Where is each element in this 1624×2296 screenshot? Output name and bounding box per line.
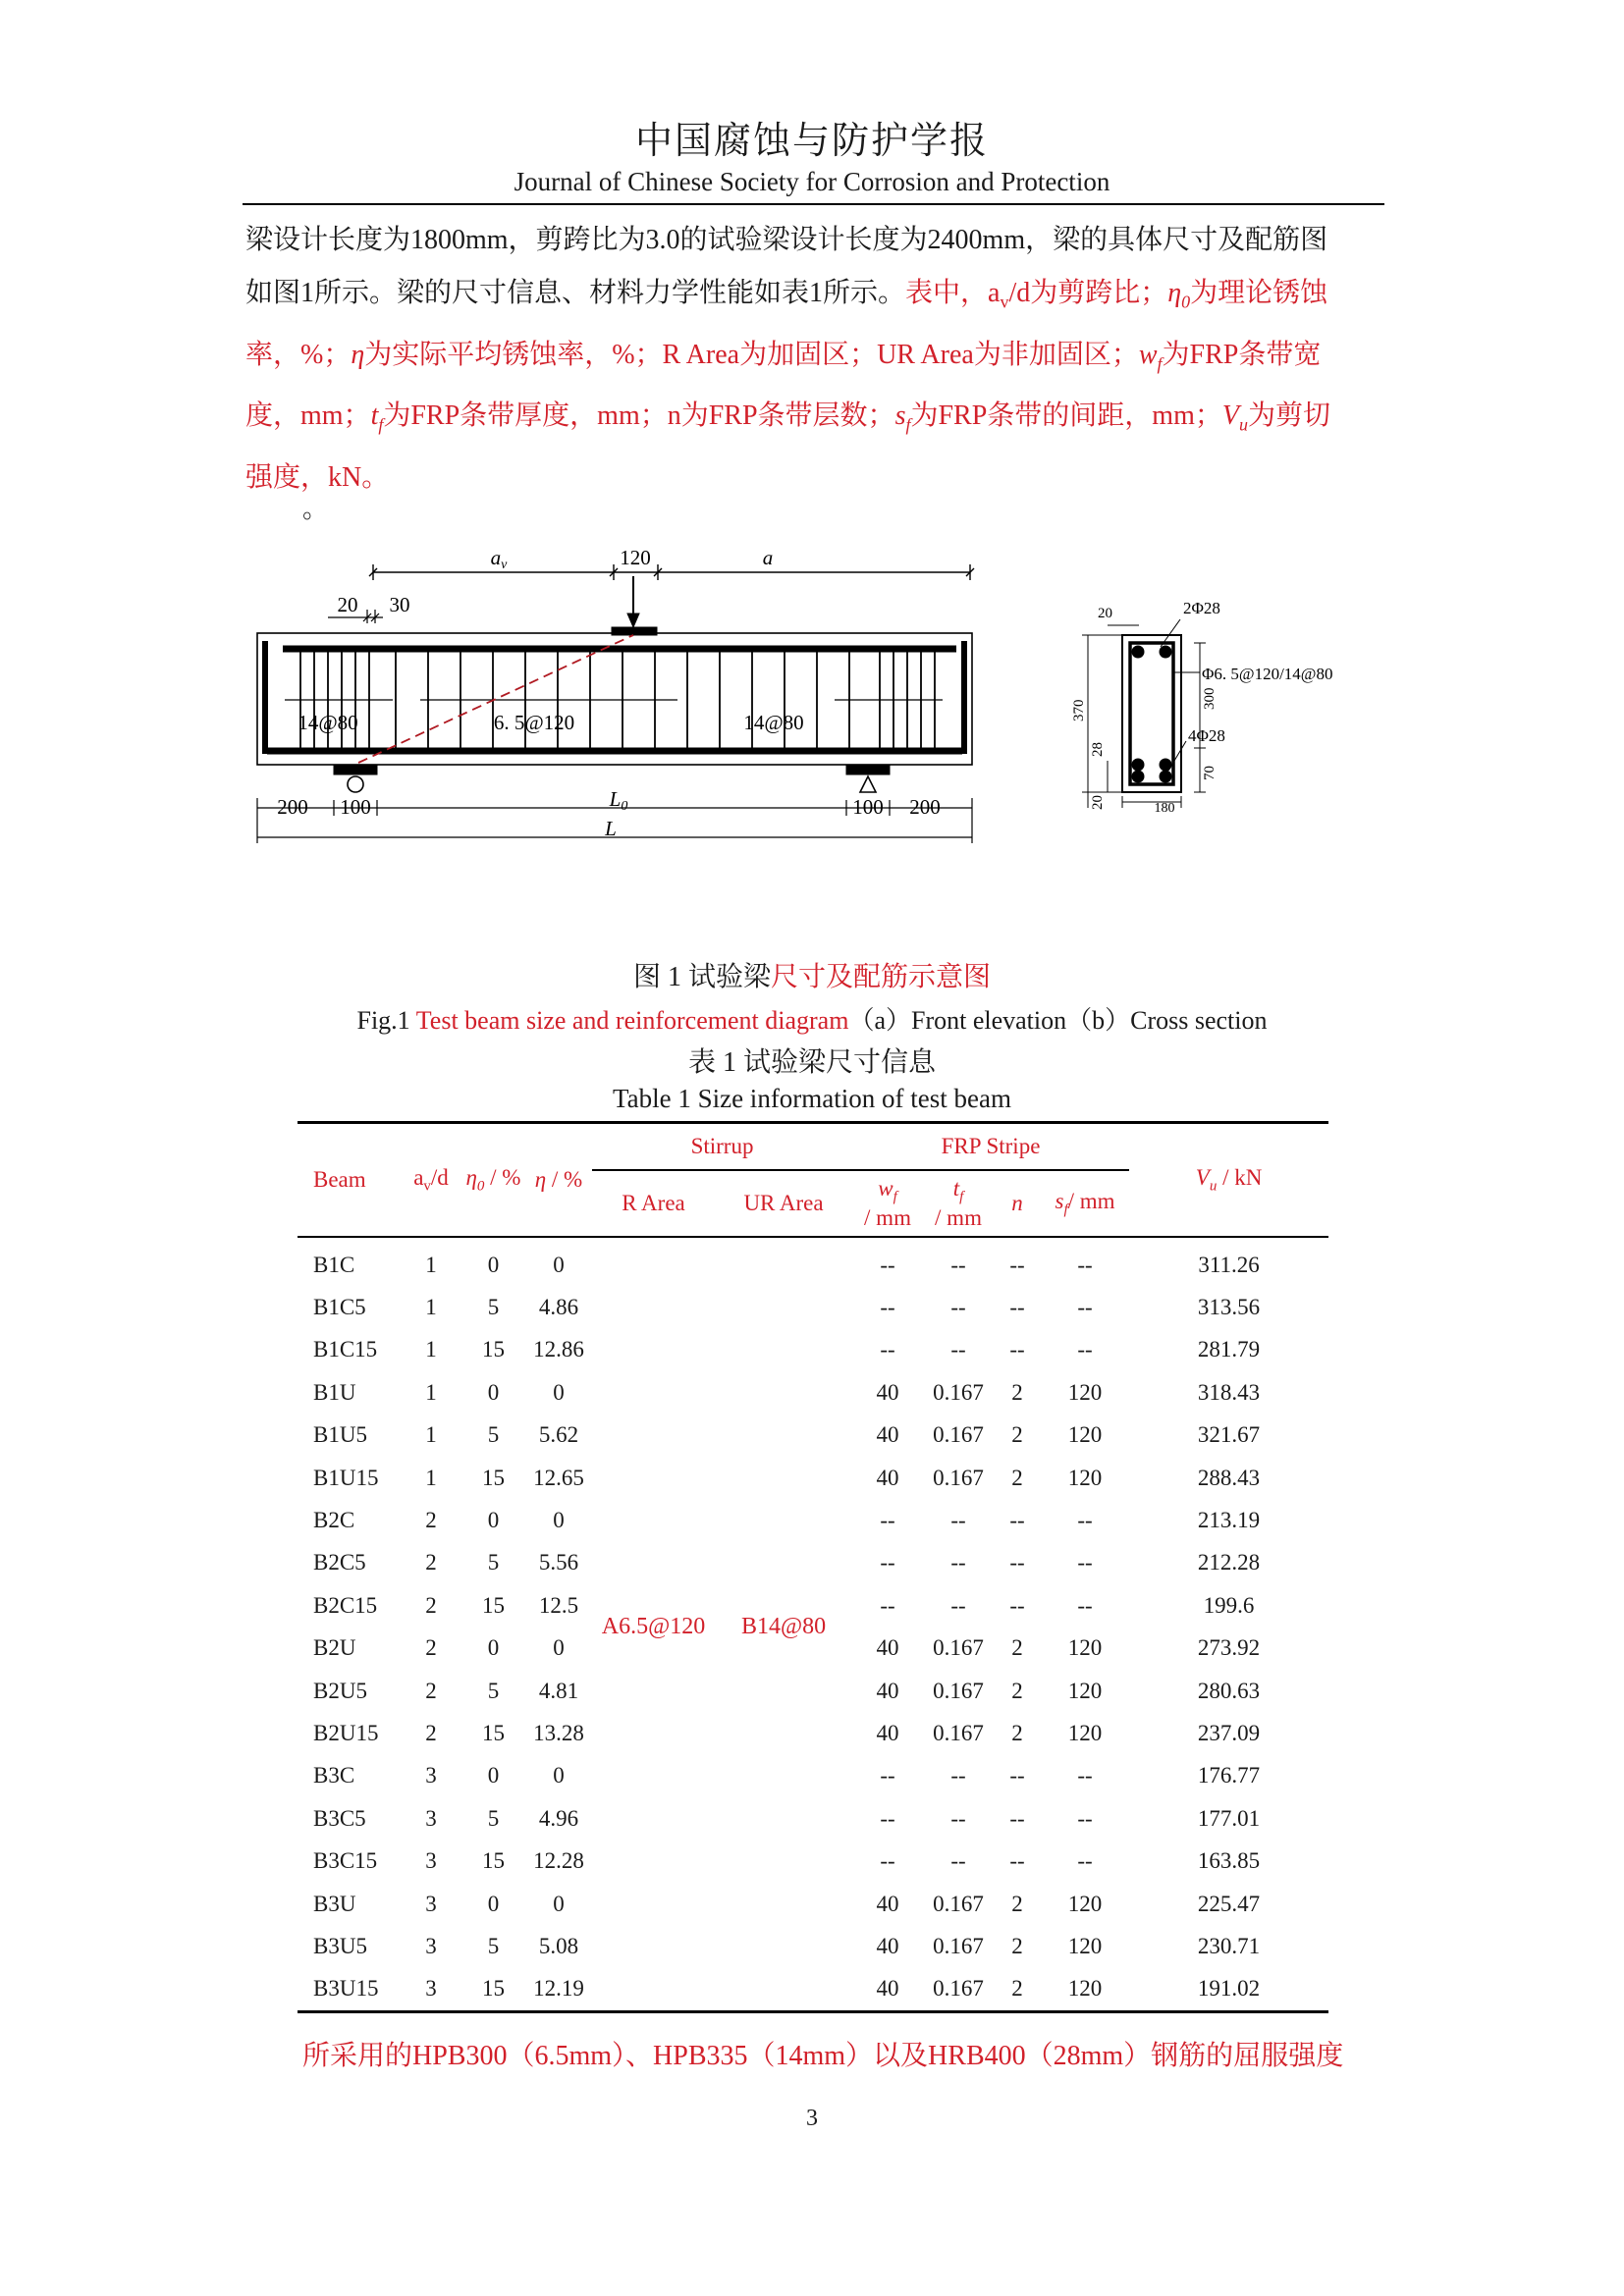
table-cell: -- (880, 1252, 895, 1277)
label-sec-20-top: 20 (1098, 606, 1112, 621)
table-cell: 120 (1067, 1379, 1103, 1405)
table-cell: 288.43 (1197, 1465, 1261, 1490)
col-wf: $w_f$ / mm (864, 1175, 911, 1231)
col-vu: $V_u$ / kN (1195, 1164, 1263, 1195)
table-cell: 40 (876, 1379, 899, 1405)
table-cell: 213.19 (1197, 1508, 1261, 1533)
table-cell: 1 (425, 1252, 437, 1277)
table-cell: 2 (1011, 1720, 1023, 1745)
table-cell: -- (1077, 1550, 1093, 1575)
table-cell: 120 (1067, 1422, 1103, 1448)
table-cell: 40 (876, 1933, 899, 1958)
table-cell: 199.6 (1203, 1592, 1255, 1618)
label-20: 20 (337, 593, 358, 616)
figure-1 (245, 535, 1365, 864)
table-cell: 163.85 (1197, 1848, 1261, 1874)
table-cell: -- (880, 1337, 895, 1362)
table-cell: 1 (425, 1422, 437, 1448)
label-sec-300: 300 (1202, 687, 1218, 710)
table-cell: -- (1009, 1295, 1025, 1320)
table-cell: 40 (876, 1720, 899, 1745)
para-line-4: 度，mm；$t_f$为FRP条带厚度，mm；n为FRP条带层数；$s_f$为FRP条带的间距，mm；$V_u$为剪切 (245, 400, 1330, 435)
table-cell: -- (950, 1337, 966, 1362)
table-cell: -- (950, 1592, 966, 1618)
table-cell: 2 (1011, 1976, 1023, 2002)
label-100-left: 100 (340, 795, 371, 819)
table-cell: 2 (425, 1635, 437, 1661)
table-cell: 0.167 (933, 1635, 984, 1661)
table-cell: 120 (1067, 1933, 1103, 1958)
table-cell: 3 (425, 1848, 437, 1874)
table-cell: B2U15 (313, 1720, 379, 1745)
header-rule (243, 203, 1384, 205)
page-number: 3 (806, 2106, 818, 2131)
table-cell: 12.19 (533, 1976, 584, 2002)
col-tf: $t_f$ / mm (935, 1175, 982, 1231)
label-L: L (605, 817, 617, 840)
figure-caption-cn: 图 1 试验梁尺寸及配筋示意图 (632, 962, 992, 992)
table-cell: B3U (313, 1891, 356, 1916)
label-top-bars: 2Φ28 (1183, 599, 1220, 617)
table-cell: 0 (553, 1252, 565, 1277)
table-cell: -- (1077, 1805, 1093, 1831)
table-cell: 40 (876, 1422, 899, 1448)
table-cell: -- (950, 1295, 966, 1320)
table-cell: -- (1009, 1592, 1025, 1618)
table-cell: 15 (482, 1592, 505, 1618)
table-cell: 0 (553, 1508, 565, 1533)
table-cell: 4.86 (538, 1295, 579, 1320)
table-cell: -- (950, 1550, 966, 1575)
table-cell: 40 (876, 1976, 899, 2002)
table-cell: 40 (876, 1635, 899, 1661)
table-title-en: Table 1 Size information of test beam (613, 1084, 1011, 1113)
table-cell: 2 (1011, 1891, 1023, 1916)
table-cell: 120 (1067, 1465, 1103, 1490)
label-mid-stirrups: 6. 5@120 (493, 711, 575, 734)
table-cell: -- (880, 1763, 895, 1789)
table-cell: -- (1077, 1592, 1093, 1618)
col-ur-area: UR Area (743, 1191, 824, 1215)
table-cell: 2 (1011, 1379, 1023, 1405)
table-cell: B1C5 (313, 1295, 366, 1320)
table-cell: 15 (482, 1976, 505, 2002)
table-cell: 237.09 (1197, 1720, 1261, 1745)
table-cell: 0 (487, 1763, 500, 1789)
label-a: a (762, 546, 774, 569)
table-cell: 5.62 (538, 1422, 579, 1448)
table-cell: -- (1077, 1508, 1093, 1533)
table-cell: 0 (487, 1508, 500, 1533)
col-beam: Beam (313, 1167, 366, 1192)
table-cell: 3 (425, 1805, 437, 1831)
table-cell: -- (950, 1252, 966, 1277)
table-cell: 0 (553, 1635, 565, 1661)
table-cell: 2 (425, 1508, 437, 1533)
cross-section-labels (1071, 599, 1332, 816)
table-cell: 15 (482, 1720, 505, 1745)
cross-section (1082, 619, 1206, 808)
table-cell: 5 (487, 1550, 500, 1575)
table-cell: 0.167 (933, 1678, 984, 1703)
table-cell: 2 (425, 1720, 437, 1745)
stirrup-ur-area: B14@80 (740, 1614, 827, 1640)
label-sec-180: 180 (1154, 801, 1175, 816)
table-cell: 0.167 (933, 1933, 984, 1958)
table-cell: -- (880, 1508, 895, 1533)
table-cell: 5 (487, 1678, 500, 1703)
table-cell: 0.167 (933, 1422, 984, 1448)
figure-caption-en: Fig.1 Test beam size and reinforcement diagram（a）Front elevation（b）Cross section (356, 1006, 1268, 1035)
table-cell: -- (1077, 1295, 1093, 1320)
table-cell: 281.79 (1197, 1337, 1261, 1362)
label-30: 30 (389, 593, 410, 616)
table-cell: 2 (425, 1592, 437, 1618)
table-cell: 4.81 (538, 1678, 579, 1703)
table-cell: 120 (1067, 1720, 1103, 1745)
table-cell: 3 (425, 1763, 437, 1789)
table-cell: -- (1077, 1848, 1093, 1874)
table-cell: B2U (313, 1635, 356, 1661)
table-cell: -- (1009, 1252, 1025, 1277)
table-cell: 4.96 (538, 1805, 579, 1831)
table-cell: B2C (313, 1508, 355, 1533)
table-cell: 40 (876, 1678, 899, 1703)
table-cell: 120 (1067, 1976, 1103, 2002)
table-cell: -- (950, 1805, 966, 1831)
table-cell: 40 (876, 1891, 899, 1916)
table-cell: 0 (553, 1379, 565, 1405)
table-cell: 2 (1011, 1678, 1023, 1703)
col-n: n (1011, 1191, 1023, 1215)
table-cell: 0.167 (933, 1465, 984, 1490)
table-cell: -- (880, 1848, 895, 1874)
table-cell: 0 (553, 1891, 565, 1916)
table-cell: 5.56 (538, 1550, 579, 1575)
table-cell: 0 (487, 1379, 500, 1405)
table-cell: 313.56 (1197, 1295, 1261, 1320)
table-cell: -- (1077, 1763, 1093, 1789)
table-cell: 5 (487, 1933, 500, 1958)
table-cell: -- (950, 1848, 966, 1874)
table-cell: -- (1009, 1848, 1025, 1874)
front-elevation-labels (277, 546, 941, 840)
table-cell: -- (1009, 1550, 1025, 1575)
label-200-left: 200 (277, 795, 308, 819)
table-cell: 212.28 (1197, 1550, 1261, 1575)
table-cell: -- (880, 1805, 895, 1831)
table-cell: B3C15 (313, 1848, 378, 1874)
table-cell: -- (1009, 1805, 1025, 1831)
table-cell: B2C5 (313, 1550, 366, 1575)
table-cell: B1U5 (313, 1422, 367, 1448)
table-cell: 1 (425, 1465, 437, 1490)
table-cell: -- (880, 1295, 895, 1320)
table-cell: -- (1009, 1763, 1025, 1789)
journal-title-cn: 中国腐蚀与防护学报 (634, 121, 989, 162)
table-cell: 0 (487, 1635, 500, 1661)
table-cell: 0 (487, 1252, 500, 1277)
table-cell: 5.08 (538, 1933, 579, 1958)
table-cell: 177.01 (1197, 1805, 1261, 1831)
para-line-2: 如图1所示。梁的尺寸信息、材料力学性能如表1所示。表中，$a_v/d$为剪跨比；$\eta_0$为理论锈蚀 (245, 278, 1328, 312)
table-cell: 15 (482, 1848, 505, 1874)
table-cell: 2 (1011, 1465, 1023, 1490)
table-cell: 5 (487, 1422, 500, 1448)
table-cell: 1 (425, 1379, 437, 1405)
table-cell: 230.71 (1197, 1933, 1261, 1958)
para-line-1: 梁设计长度为1800mm，剪跨比为3.0的试验梁设计长度为2400mm，梁的具体尺寸及配筋图 (245, 225, 1328, 255)
table-cell: -- (880, 1592, 895, 1618)
col-eta0: $\eta_0$ / % (465, 1164, 521, 1195)
label-right-stirrups: 14@80 (743, 711, 804, 734)
stray-mark: 。 (302, 495, 329, 523)
size-table (298, 1121, 1328, 2013)
table-cell: 120 (1067, 1635, 1103, 1661)
label-120: 120 (620, 546, 651, 569)
table-cell: 2 (425, 1678, 437, 1703)
label-av: av (490, 546, 508, 572)
para-line-5: 强度，kN。 (245, 461, 390, 493)
table-cell: 12.65 (533, 1465, 584, 1490)
label-sec-370: 370 (1071, 699, 1087, 721)
table-cell: 280.63 (1197, 1678, 1261, 1703)
table-cell: B3C5 (313, 1805, 366, 1831)
table-cell: B2U5 (313, 1678, 367, 1703)
table-cell: B1U15 (313, 1465, 379, 1490)
table-cell: 225.47 (1197, 1891, 1261, 1916)
body-paragraph (245, 214, 1384, 505)
continuation-text: 所采用的HPB300（6.5mm）、HPB335（14mm）以及HRB400（28mm）钢筋的屈服强度 (302, 2041, 1344, 2071)
label-200-right: 200 (909, 795, 941, 819)
table-cell: -- (950, 1763, 966, 1789)
table-cell: 15 (482, 1465, 505, 1490)
label-bot-bars: 4Φ28 (1188, 726, 1225, 745)
col-group-frp: FRP Stripe (852, 1123, 1129, 1171)
table-cell: 120 (1067, 1678, 1103, 1703)
label-L0: L0 (609, 787, 628, 814)
table-title-cn: 表 1 试验梁尺寸信息 (687, 1047, 936, 1078)
col-sf: $s_f/$ mm (1055, 1188, 1115, 1218)
table-cell: B2C15 (313, 1592, 378, 1618)
stirrup-r-area: A6.5@120 (601, 1614, 706, 1640)
table-cell: 120 (1067, 1891, 1103, 1916)
col-eta: η / % (534, 1167, 583, 1192)
table-cell: B1C15 (313, 1337, 378, 1362)
table-cell: 2 (1011, 1422, 1023, 1448)
label-sec-70: 70 (1202, 766, 1218, 780)
table-cell: 176.77 (1197, 1763, 1261, 1789)
table-cell: B3U5 (313, 1933, 367, 1958)
label-100-right: 100 (852, 795, 884, 819)
table-cell: 12.5 (538, 1592, 579, 1618)
table-cell: -- (1077, 1252, 1093, 1277)
table-cell: 0.167 (933, 1891, 984, 1916)
label-stirrup-spec: Φ6. 5@120/14@80 (1202, 665, 1333, 683)
table-cell: 191.02 (1197, 1976, 1261, 2002)
table-cell: 0.167 (933, 1720, 984, 1745)
table-cell: -- (1009, 1337, 1025, 1362)
col-group-stirrup: Stirrup (592, 1123, 852, 1171)
table-cell: 0.167 (933, 1379, 984, 1405)
table-cell: B1U (313, 1379, 356, 1405)
table-cell: -- (880, 1550, 895, 1575)
col-avd: $a_v/d$ (413, 1164, 449, 1195)
table-cell: 0.167 (933, 1976, 984, 2002)
table-cell: -- (950, 1508, 966, 1533)
table-cell: 0 (487, 1891, 500, 1916)
para-line-3: 率，%；η为实际平均锈蚀率，%；R Area为加固区；UR Area为非加固区；$w_f$为FRP条带宽 (245, 339, 1322, 374)
journal-title-en: Journal of Chinese Society for Corrosion and Protection (514, 167, 1110, 196)
table-cell: 2 (1011, 1635, 1023, 1661)
table-cell: 13.28 (533, 1720, 584, 1745)
table-cell: 1 (425, 1295, 437, 1320)
table-cell: B3C (313, 1763, 355, 1789)
table-cell: 3 (425, 1891, 437, 1916)
table-cell: 12.28 (533, 1848, 584, 1874)
table-cell: 12.86 (533, 1337, 584, 1362)
table-cell: 5 (487, 1295, 500, 1320)
col-r-area: R Area (622, 1191, 685, 1215)
table-body (298, 1237, 1328, 2012)
table-cell: 3 (425, 1933, 437, 1958)
table-cell: 321.67 (1197, 1422, 1261, 1448)
table-cell: B3U15 (313, 1976, 379, 2002)
table-cell: 3 (425, 1976, 437, 2002)
table-cell: 311.26 (1198, 1252, 1260, 1277)
table-cell: -- (1009, 1508, 1025, 1533)
label-sec-28: 28 (1090, 742, 1106, 757)
table-cell: 0 (553, 1763, 565, 1789)
table-cell: 5 (487, 1805, 500, 1831)
table-cell: 273.92 (1197, 1635, 1261, 1661)
table-cell: B1C (313, 1252, 355, 1277)
table-cell: -- (1077, 1337, 1093, 1362)
table-cell: 15 (482, 1337, 505, 1362)
label-left-stirrups: 14@80 (298, 711, 358, 734)
label-sec-20-bot: 20 (1090, 795, 1106, 810)
table-cell: 2 (1011, 1933, 1023, 1958)
table-cell: 1 (425, 1337, 437, 1362)
table-row (298, 1237, 1328, 1286)
table-cell: 40 (876, 1465, 899, 1490)
table-cell: 2 (425, 1550, 437, 1575)
table-cell: 318.43 (1197, 1379, 1261, 1405)
